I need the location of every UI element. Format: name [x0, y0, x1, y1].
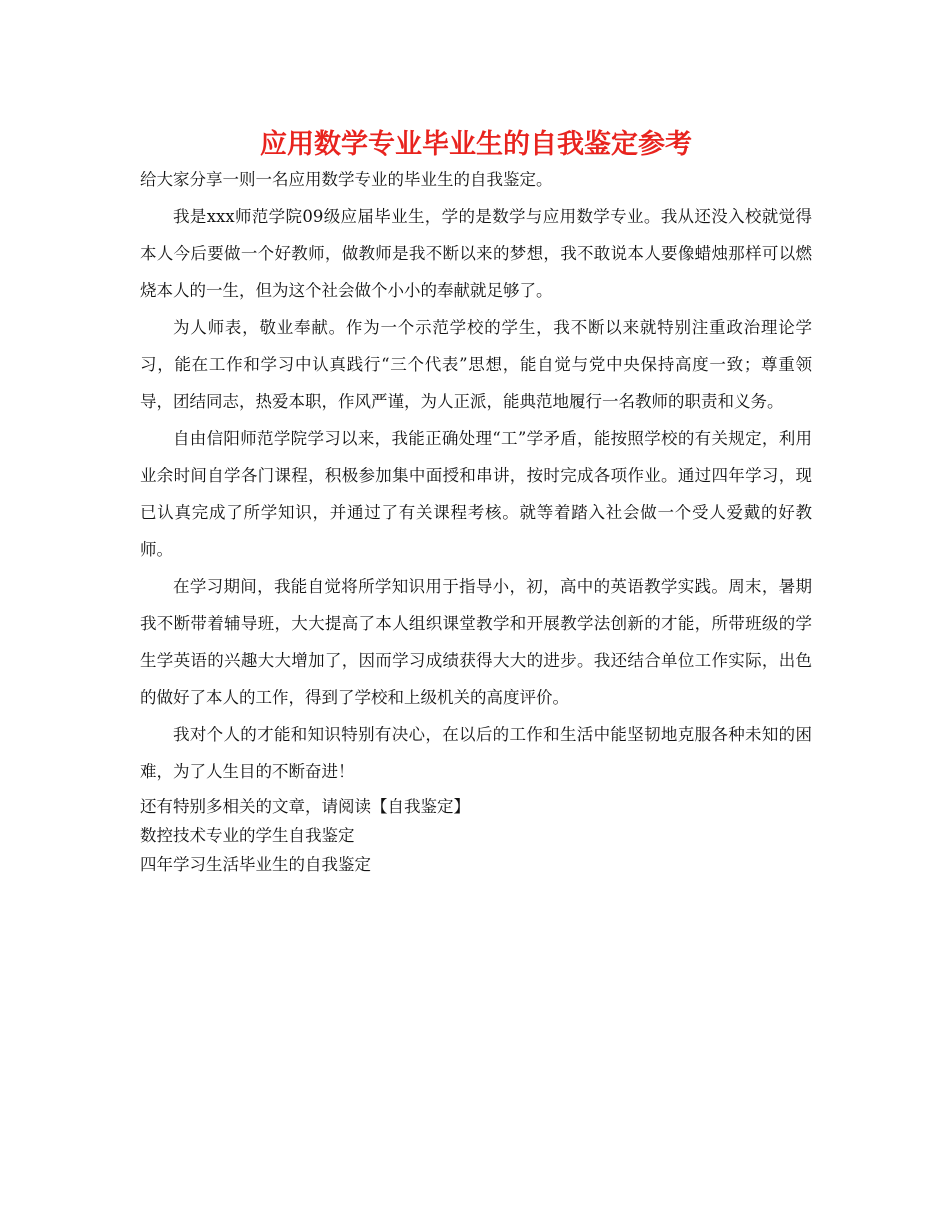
document-page — [140, 125, 812, 879]
paragraph: 我对个人的才能和知识特别有决心，在以后的工作和生活中能坚韧地克服各种未知的困难，为了人生目的不断奋进！ — [140, 725, 812, 781]
intro-text: 给大家分享一则一名应用数学专业的毕业生的自我鉴定。 — [140, 170, 553, 189]
paragraph: 我是xxx师范学院09级应届毕业生，学的是数学与应用数学专业。我从还没入校就觉得本人今后要做一个好教师，做教师是我不断以来的梦想，我不敢说本人要像蜡烛那样可以燃烧本人的一生，但为这个社会做个小小的奉献就足够了。 — [140, 207, 812, 300]
related-article-link[interactable]: 还有特别多相关的文章，请阅读【自我鉴定】 — [140, 797, 470, 816]
body-paragraphs — [140, 198, 812, 790]
paragraph: 在学习期间，我能自觉将所学知识用于指导小，初，高中的英语教学实践。周末，暑期我不断带着辅导班，大大提高了本人组织课堂教学和开展教学法创新的才能，所带班级的学生学英语的兴趣大大增加了，因而学习成绩获得大大的进步。我还结合单位工作实际，出色的做好了本人的工作，得到了学校和上级机关的高度评价。 — [140, 577, 812, 707]
document-title: 应用数学专业毕业生的自我鉴定参考 — [260, 129, 692, 160]
paragraph: 自由信阳师范学院学习以来，我能正确处理“工”学矛盾，能按照学校的有关规定，利用业余时间自学各门课程，积极参加集中面授和串讲，按时完成各项作业。通过四年学习，现已认真完成了所学知识，并通过了有关课程考核。就等着踏入社会做一个受人爱戴的好教师。 — [140, 429, 812, 559]
related-article-link[interactable]: 数控技术专业的学生自我鉴定 — [140, 826, 355, 845]
related-article-link[interactable]: 四年学习生活毕业生的自我鉴定 — [140, 855, 371, 874]
paragraph: 为人师表，敬业奉献。作为一个示范学校的学生，我不断以来就特别注重政治理论学习，能在工作和学习中认真践行“三个代表”思想，能自觉与党中央保持高度一致；尊重领导，团结同志，热爱本职，作风严谨，为人正派，能典范地履行一名教师的职责和义务。 — [140, 318, 812, 411]
related-articles — [140, 792, 812, 879]
